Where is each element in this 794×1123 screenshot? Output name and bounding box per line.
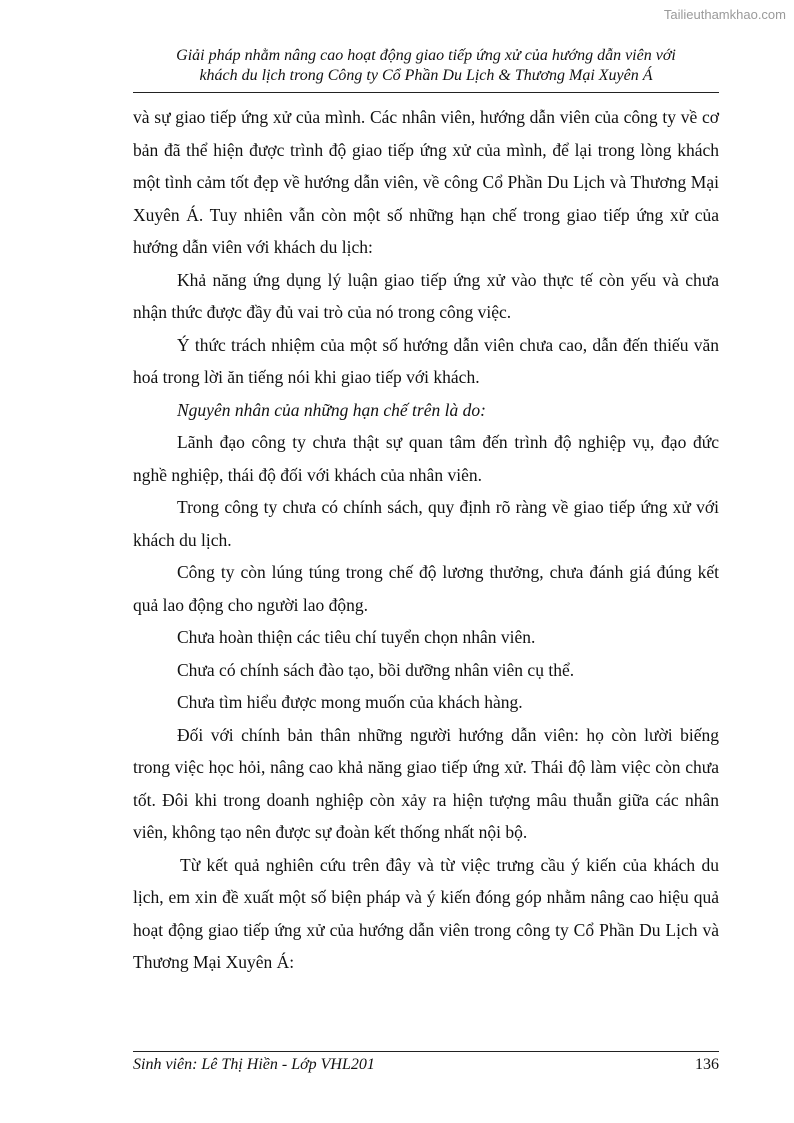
paragraph-intro: và sự giao tiếp ứng xử của mình. Các nhân viên, hướng dẫn viên của công ty về cơ bản đã thể hiện được trình độ giao tiếp ứng xử của mình, để lại trong lòng khách một tình cảm tốt đẹp về hướng dẫn viên, về công Cổ Phần Du Lịch và Thương Mại Xuyên Á. Tuy nhiên vẫn còn một số những hạn chế trong giao tiếp ứng xử của hướng dẫn viên với khách du lịch:: [133, 107, 719, 257]
paragraph-cause-2: Trong công ty chưa có chính sách, quy định rõ ràng về giao tiếp ứng xử với khách du lịch.: [133, 497, 719, 550]
header-divider: [133, 92, 719, 93]
page-body: [133, 101, 719, 979]
paragraph-limitation-2: Ý thức trách nhiệm của một số hướng dẫn viên chưa cao, dẫn đến thiếu văn hoá trong lời ăn tiếng nói khi giao tiếp với khách.: [133, 334, 719, 387]
watermark: Tailieuthamkhao.com: [663, 7, 786, 22]
paragraph-guides: Đối với chính bản thân những người hướng dẫn viên: họ còn lười biếng trong việc học hỏi, nâng cao khả năng giao tiếp ứng xử. Thái độ làm việc còn chưa tốt. Đôi khi trong doanh nghiệp còn xảy ra hiện tượng mâu thuẫn giữa các nhân viên, không tạo nên được sự đoàn kết thống nhất nội bộ.: [133, 724, 719, 842]
paragraph-causes-heading: Nguyên nhân của những hạn chế trên là do:: [177, 399, 486, 420]
paragraph-cause-1: Lãnh đạo công ty chưa thật sự quan tâm đến trình độ nghiệp vụ, đạo đức nghề nghiệp, thái độ đối với khách của nhân viên.: [133, 432, 719, 485]
page-number: 136: [695, 1056, 719, 1073]
running-header: [133, 46, 719, 86]
paragraph-cause-5: Chưa có chính sách đào tạo, bồi dưỡng nhân viên cụ thể.: [177, 659, 575, 680]
paragraph-cause-4: Chưa hoàn thiện các tiêu chí tuyển chọn nhân viên.: [177, 627, 536, 647]
paragraph-proposal: Từ kết quả nghiên cứu trên đây và từ việc trưng cầu ý kiến của khách du lịch, em xin đề xuất một số biện pháp và ý kiến đóng góp nhằm nâng cao hiệu quả hoạt động giao tiếp ứng xử của hướng dẫn viên trong công ty Cổ Phần Du Lịch và Thương Mại Xuyên Á:: [133, 854, 719, 972]
paragraph-cause-3: Công ty còn lúng túng trong chế độ lương thưởng, chưa đánh giá đúng kết quả lao động cho người lao động.: [133, 562, 719, 615]
footer-student: Sinh viên: Lê Thị Hiền - Lớp VHL201: [133, 1056, 375, 1073]
header-line-1: Giải pháp nhằm nâng cao hoạt động giao tiếp ứng xử của hướng dẫn viên với: [176, 47, 676, 64]
paragraph-cause-6: Chưa tìm hiểu được mong muốn của khách hàng.: [177, 692, 523, 712]
footer-divider: [133, 1051, 719, 1052]
paragraph-limitation-1: Khả năng ứng dụng lý luận giao tiếp ứng xử vào thực tế còn yếu và chưa nhận thức được đầy đủ vai trò của nó trong công việc.: [133, 269, 719, 322]
header-line-2: khách du lịch trong Công ty Cổ Phần Du Lịch & Thương Mại Xuyên Á: [199, 67, 653, 84]
